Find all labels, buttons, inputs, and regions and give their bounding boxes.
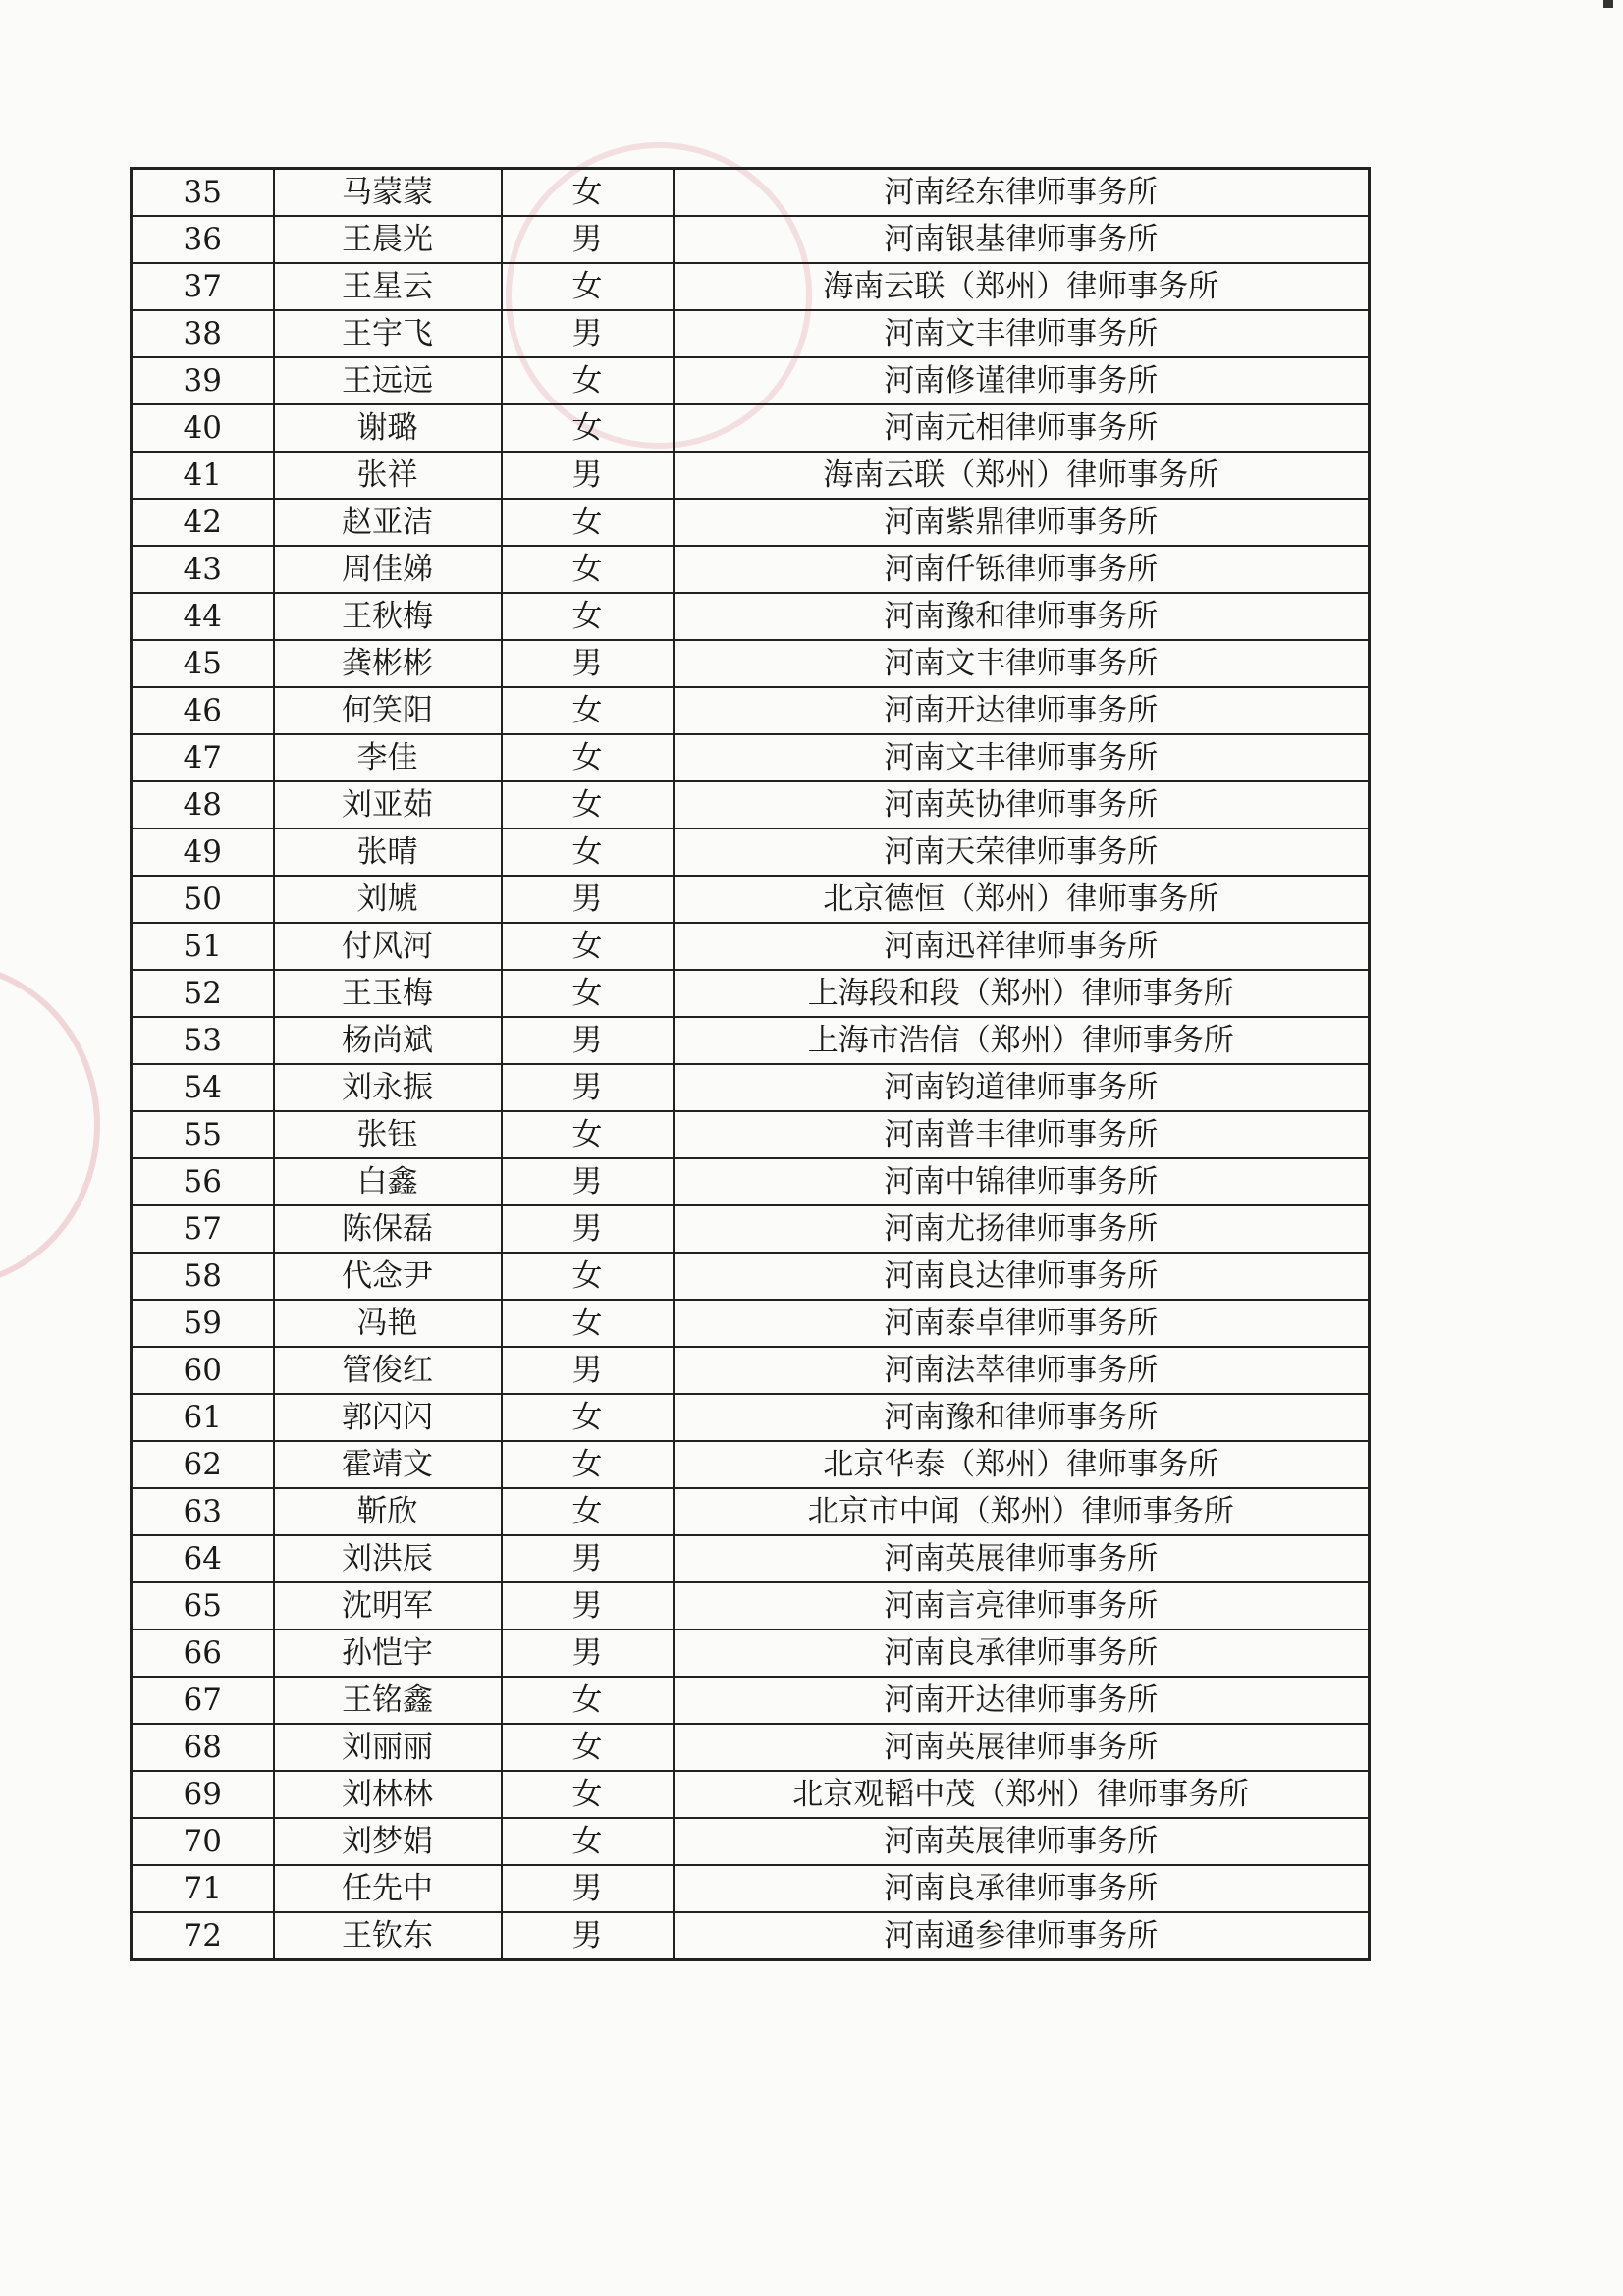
- gender-cell: 男: [502, 1629, 674, 1677]
- row-number-cell: 72: [132, 1912, 274, 1960]
- gender-cell: 男: [502, 640, 674, 687]
- table-row: [132, 1488, 1370, 1535]
- row-number-cell: 58: [132, 1253, 274, 1300]
- table-row: [132, 169, 1370, 217]
- law-firm-cell: 海南云联（郑州）律师事务所: [674, 263, 1370, 310]
- table-row: [132, 1865, 1370, 1912]
- table-row: [132, 1111, 1370, 1158]
- table-row: [132, 216, 1370, 263]
- lawyer-name-cell: 李佳: [274, 734, 502, 781]
- row-number-cell: 62: [132, 1441, 274, 1488]
- gender-cell: 女: [502, 781, 674, 828]
- table-row: [132, 1535, 1370, 1582]
- gender-cell: 女: [502, 1111, 674, 1158]
- row-number-cell: 61: [132, 1394, 274, 1441]
- seal-stamp-edge: [0, 962, 100, 1288]
- gender-cell: 女: [502, 546, 674, 593]
- lawyer-name-cell: 郭闪闪: [274, 1394, 502, 1441]
- lawyer-name-cell: 杨尚斌: [274, 1017, 502, 1064]
- gender-cell: 女: [502, 263, 674, 310]
- lawyer-name-cell: 代念尹: [274, 1253, 502, 1300]
- gender-cell: 男: [502, 310, 674, 357]
- table-row: [132, 1158, 1370, 1205]
- table-row: [132, 263, 1370, 310]
- gender-cell: 女: [502, 734, 674, 781]
- row-number-cell: 37: [132, 263, 274, 310]
- table-row: [132, 1205, 1370, 1253]
- table-row: [132, 1394, 1370, 1441]
- gender-cell: 男: [502, 1347, 674, 1394]
- row-number-cell: 55: [132, 1111, 274, 1158]
- row-number-cell: 71: [132, 1865, 274, 1912]
- gender-cell: 女: [502, 499, 674, 546]
- lawyer-name-cell: 任先中: [274, 1865, 502, 1912]
- gender-cell: 女: [502, 1771, 674, 1818]
- table-row: [132, 734, 1370, 781]
- table-row: [132, 452, 1370, 499]
- table-row: [132, 1818, 1370, 1865]
- gender-cell: 男: [502, 1535, 674, 1582]
- law-firm-cell: 河南豫和律师事务所: [674, 593, 1370, 640]
- law-firm-cell: 北京市中闻（郑州）律师事务所: [674, 1488, 1370, 1535]
- law-firm-cell: 河南英展律师事务所: [674, 1535, 1370, 1582]
- law-firm-cell: 河南良承律师事务所: [674, 1629, 1370, 1677]
- law-firm-cell: 河南开达律师事务所: [674, 687, 1370, 734]
- table-row: [132, 1724, 1370, 1771]
- gender-cell: 女: [502, 687, 674, 734]
- law-firm-cell: 河南普丰律师事务所: [674, 1111, 1370, 1158]
- row-number-cell: 48: [132, 781, 274, 828]
- law-firm-cell: 河南文丰律师事务所: [674, 640, 1370, 687]
- table-row: [132, 1771, 1370, 1818]
- law-firm-cell: 河南法萃律师事务所: [674, 1347, 1370, 1394]
- lawyer-name-cell: 沈明军: [274, 1582, 502, 1629]
- row-number-cell: 49: [132, 828, 274, 876]
- row-number-cell: 60: [132, 1347, 274, 1394]
- table-row: [132, 1064, 1370, 1111]
- lawyer-name-cell: 刘虓: [274, 876, 502, 923]
- law-firm-cell: 北京德恒（郑州）律师事务所: [674, 876, 1370, 923]
- lawyer-name-cell: 刘梦娟: [274, 1818, 502, 1865]
- law-firm-cell: 河南迅祥律师事务所: [674, 923, 1370, 970]
- lawyer-name-cell: 刘洪辰: [274, 1535, 502, 1582]
- lawyer-name-cell: 刘亚茹: [274, 781, 502, 828]
- law-firm-cell: 河南英展律师事务所: [674, 1818, 1370, 1865]
- row-number-cell: 40: [132, 404, 274, 452]
- table-row: [132, 357, 1370, 404]
- row-number-cell: 53: [132, 1017, 274, 1064]
- lawyer-name-cell: 张钰: [274, 1111, 502, 1158]
- row-number-cell: 36: [132, 216, 274, 263]
- table-row: [132, 1441, 1370, 1488]
- law-firm-cell: 海南云联（郑州）律师事务所: [674, 452, 1370, 499]
- law-firm-cell: 河南通参律师事务所: [674, 1912, 1370, 1960]
- lawyer-name-cell: 刘林林: [274, 1771, 502, 1818]
- gender-cell: 男: [502, 1912, 674, 1960]
- lawyer-name-cell: 刘永振: [274, 1064, 502, 1111]
- table-row: [132, 310, 1370, 357]
- row-number-cell: 39: [132, 357, 274, 404]
- lawyer-name-cell: 陈保磊: [274, 1205, 502, 1253]
- gender-cell: 男: [502, 452, 674, 499]
- row-number-cell: 47: [132, 734, 274, 781]
- gender-cell: 女: [502, 1724, 674, 1771]
- gender-cell: 女: [502, 970, 674, 1017]
- gender-cell: 女: [502, 1488, 674, 1535]
- row-number-cell: 56: [132, 1158, 274, 1205]
- law-firm-cell: 河南尤扬律师事务所: [674, 1205, 1370, 1253]
- table-row: [132, 1912, 1370, 1960]
- row-number-cell: 42: [132, 499, 274, 546]
- gender-cell: 女: [502, 828, 674, 876]
- gender-cell: 男: [502, 1158, 674, 1205]
- table-row: [132, 1629, 1370, 1677]
- row-number-cell: 43: [132, 546, 274, 593]
- lawyer-name-cell: 马蒙蒙: [274, 169, 502, 217]
- table-row: [132, 499, 1370, 546]
- roster-body: [132, 169, 1370, 1960]
- law-firm-cell: 河南修谨律师事务所: [674, 357, 1370, 404]
- gender-cell: 女: [502, 357, 674, 404]
- table-row: [132, 970, 1370, 1017]
- lawyer-name-cell: 赵亚洁: [274, 499, 502, 546]
- row-number-cell: 65: [132, 1582, 274, 1629]
- lawyer-name-cell: 张祥: [274, 452, 502, 499]
- table-row: [132, 1347, 1370, 1394]
- law-firm-cell: 河南文丰律师事务所: [674, 310, 1370, 357]
- lawyer-name-cell: 周佳娣: [274, 546, 502, 593]
- law-firm-cell: 河南紫鼎律师事务所: [674, 499, 1370, 546]
- law-firm-cell: 上海市浩信（郑州）律师事务所: [674, 1017, 1370, 1064]
- row-number-cell: 44: [132, 593, 274, 640]
- row-number-cell: 35: [132, 169, 274, 217]
- law-firm-cell: 上海段和段（郑州）律师事务所: [674, 970, 1370, 1017]
- law-firm-cell: 河南英展律师事务所: [674, 1724, 1370, 1771]
- gender-cell: 女: [502, 1441, 674, 1488]
- table-row: [132, 876, 1370, 923]
- lawyer-name-cell: 王钦东: [274, 1912, 502, 1960]
- law-firm-cell: 河南良达律师事务所: [674, 1253, 1370, 1300]
- gender-cell: 男: [502, 1205, 674, 1253]
- law-firm-cell: 河南天荣律师事务所: [674, 828, 1370, 876]
- gender-cell: 女: [502, 1818, 674, 1865]
- gender-cell: 男: [502, 216, 674, 263]
- lawyer-name-cell: 张晴: [274, 828, 502, 876]
- gender-cell: 女: [502, 1677, 674, 1724]
- table-row: [132, 640, 1370, 687]
- law-firm-cell: 河南泰卓律师事务所: [674, 1300, 1370, 1347]
- table-row: [132, 923, 1370, 970]
- gender-cell: 女: [502, 169, 674, 217]
- gender-cell: 男: [502, 1064, 674, 1111]
- gender-cell: 女: [502, 404, 674, 452]
- table-row: [132, 546, 1370, 593]
- law-firm-cell: 北京华泰（郑州）律师事务所: [674, 1441, 1370, 1488]
- row-number-cell: 46: [132, 687, 274, 734]
- law-firm-cell: 河南经东律师事务所: [674, 169, 1370, 217]
- law-firm-cell: 北京观韬中茂（郑州）律师事务所: [674, 1771, 1370, 1818]
- table-row: [132, 1253, 1370, 1300]
- lawyer-name-cell: 管俊红: [274, 1347, 502, 1394]
- gender-cell: 女: [502, 1394, 674, 1441]
- row-number-cell: 69: [132, 1771, 274, 1818]
- law-firm-cell: 河南元相律师事务所: [674, 404, 1370, 452]
- table-row: [132, 1677, 1370, 1724]
- gender-cell: 女: [502, 1253, 674, 1300]
- lawyer-name-cell: 王宇飞: [274, 310, 502, 357]
- row-number-cell: 54: [132, 1064, 274, 1111]
- row-number-cell: 63: [132, 1488, 274, 1535]
- law-firm-cell: 河南钧道律师事务所: [674, 1064, 1370, 1111]
- gender-cell: 女: [502, 923, 674, 970]
- lawyer-name-cell: 孙恺宇: [274, 1629, 502, 1677]
- table-row: [132, 1300, 1370, 1347]
- row-number-cell: 59: [132, 1300, 274, 1347]
- lawyer-name-cell: 靳欣: [274, 1488, 502, 1535]
- lawyer-name-cell: 王星云: [274, 263, 502, 310]
- row-number-cell: 70: [132, 1818, 274, 1865]
- lawyer-name-cell: 何笑阳: [274, 687, 502, 734]
- law-firm-cell: 河南英协律师事务所: [674, 781, 1370, 828]
- table-row: [132, 1582, 1370, 1629]
- table-row: [132, 404, 1370, 452]
- law-firm-cell: 河南良承律师事务所: [674, 1865, 1370, 1912]
- law-firm-cell: 河南中锦律师事务所: [674, 1158, 1370, 1205]
- gender-cell: 男: [502, 1582, 674, 1629]
- lawyer-name-cell: 王远远: [274, 357, 502, 404]
- row-number-cell: 67: [132, 1677, 274, 1724]
- lawyer-name-cell: 谢璐: [274, 404, 502, 452]
- law-firm-cell: 河南豫和律师事务所: [674, 1394, 1370, 1441]
- row-number-cell: 41: [132, 452, 274, 499]
- row-number-cell: 57: [132, 1205, 274, 1253]
- row-number-cell: 52: [132, 970, 274, 1017]
- row-number-cell: 64: [132, 1535, 274, 1582]
- lawyer-name-cell: 王铭鑫: [274, 1677, 502, 1724]
- gender-cell: 男: [502, 1865, 674, 1912]
- table-row: [132, 781, 1370, 828]
- table-row: [132, 687, 1370, 734]
- lawyer-name-cell: 霍靖文: [274, 1441, 502, 1488]
- lawyer-roster-table: [130, 167, 1371, 1961]
- row-number-cell: 45: [132, 640, 274, 687]
- lawyer-name-cell: 王玉梅: [274, 970, 502, 1017]
- gender-cell: 男: [502, 876, 674, 923]
- lawyer-name-cell: 王晨光: [274, 216, 502, 263]
- lawyer-name-cell: 王秋梅: [274, 593, 502, 640]
- row-number-cell: 38: [132, 310, 274, 357]
- table-row: [132, 1017, 1370, 1064]
- row-number-cell: 50: [132, 876, 274, 923]
- law-firm-cell: 河南开达律师事务所: [674, 1677, 1370, 1724]
- lawyer-name-cell: 付风河: [274, 923, 502, 970]
- table-row: [132, 593, 1370, 640]
- row-number-cell: 66: [132, 1629, 274, 1677]
- lawyer-name-cell: 龚彬彬: [274, 640, 502, 687]
- lawyer-name-cell: 冯艳: [274, 1300, 502, 1347]
- table-row: [132, 828, 1370, 876]
- scan-corner-mark: [1603, 0, 1613, 8]
- gender-cell: 男: [502, 1017, 674, 1064]
- law-firm-cell: 河南言亮律师事务所: [674, 1582, 1370, 1629]
- gender-cell: 女: [502, 593, 674, 640]
- lawyer-name-cell: 白鑫: [274, 1158, 502, 1205]
- gender-cell: 女: [502, 1300, 674, 1347]
- law-firm-cell: 河南文丰律师事务所: [674, 734, 1370, 781]
- row-number-cell: 68: [132, 1724, 274, 1771]
- law-firm-cell: 河南银基律师事务所: [674, 216, 1370, 263]
- row-number-cell: 51: [132, 923, 274, 970]
- lawyer-name-cell: 刘丽丽: [274, 1724, 502, 1771]
- law-firm-cell: 河南仟铄律师事务所: [674, 546, 1370, 593]
